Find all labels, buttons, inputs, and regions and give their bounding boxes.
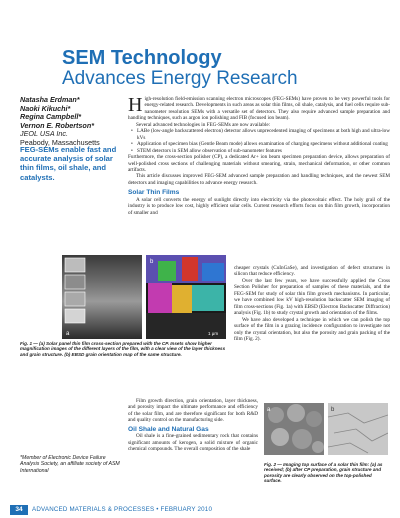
intro-paragraph: igh-resolution field-emission scanning electron microscopes (FEG-SEMs) have proven to be very powerful tools for energy-related research. Developments in such areas as solar thin films, oil shale, catalysis, and fuel cells require sub-nanometer resolution SEMs with a versatile set of detectors. They also require advanced sample preparation and handling techniques, such as argon ion polishing and FIB (focused ion beam). [128,96,390,122]
left-lower-column [128,398,258,453]
panel-label-b: b [331,407,335,413]
author-name: Regina Campbell* [20,112,82,122]
figure-2-image [264,403,388,455]
drop-cap: H [128,94,143,116]
figure-2 [264,403,388,484]
list-item: • LABe (low-angle backscattered electron) detector allows unprecedented imaging of specimens at both high and ultra-low kVs [137,128,390,141]
intro-section [128,96,390,216]
page-number: 34 [10,505,28,515]
figure-1 [62,255,226,339]
intro-paragraph: This article discusses improved FEG-SEM advanced sample preparation and handling techniques, and the newest SEM detectors and imaging capabilities to advance energy research. [128,173,390,186]
inset-image [65,275,85,289]
figure-1-image [62,255,226,339]
running-footer: ADVANCED MATERIALS & PROCESSES • FEBRUARY 2010 [32,506,213,513]
intro-paragraph: Several advanced technologies in FEG-SEMs are now available: [136,121,271,128]
author-block [20,96,118,148]
author-name: Naoki Kikuchi* [20,103,71,113]
body-paragraph: Oil shale is a fine-grained sedimentary rock that contains significant amounts of kerogen, a solid mixture of organic chemical compounds. The overall composition of the shale [128,433,258,453]
figure-2-caption: Fig. 2 — Imaging top surface of a solar thin film: (a) as received; (b) after CP preparation, grain structure and porosity are clearly observed on the top-polished surface. [264,462,383,484]
inset-image [65,292,85,306]
inset-image [65,309,85,323]
body-paragraph: Over the last few years, we have successfully applied the Cross Section Polisher for preparation of samples of these materials, and the FEG-SEM for study of solar thin film growth mechanisms. In particular, we have combined low kV high-resolution backscatter SEM imaging of film cross-sections (Fig. 1a) with EBSD (Electron Backscatter Diffraction) analysis (Fig. 1b) to study crystal growth and orientation of the films. [234,277,390,317]
figure-1-caption: Fig. 1 — (a) Solar panel thin film cross-section prepared with the CP. Insets show higher magnification images of the different layers of the film, with a clear view of the layer thickness and grain structure. (b) EBSD grain orientation map of the same structure. [20,341,226,357]
body-paragraph: Film growth direction, grain orientation, layer thickness, and porosity impact the ultimate performance and efficiency of the solar film, and are therefore significant for both R&D and quality control on the manufacturing side. [128,398,258,424]
panel-label-b: b [150,259,154,265]
panel-label-a: a [66,331,70,337]
author-name: Vernon E. Robertson* [20,120,95,130]
body-paragraph: We have also developed a technique in which we can polish the top surface of the film in a grazing incidence configuration to investigate not only the crystal orientation, but also the porosity and grain packing of the film (Fig. 2). [234,316,390,342]
solar-column [234,265,390,342]
body-paragraph: cheaper crystals (CuInGaSe), and investigation of defect structures in silicon that reduce efficiency. [234,265,390,278]
intro-paragraph: Furthermore, the cross-section polisher (CP), a dedicated Ar+ ion beam specimen preparation device, allows preparation of well-polished cross sections of challenging materials without smearing, strain, mechanical deformation, or other common artifacts. [128,154,390,173]
article-title: SEM Technology [62,47,222,69]
pull-quote: FEG-SEMs enable fast and accurate analysis of solar thin films, oil shale, and catalysts. [20,145,117,182]
author-name: Natasha Erdman* [20,95,80,104]
section-heading: Oil Shale and Natural Gas [128,425,209,433]
panel-label-a: a [267,407,271,413]
footnote: *Member of Electronic Device Failure Analysis Society, an affiliate society of ASM International [20,455,120,474]
affiliation-line: JEOL USA Inc. [20,129,68,139]
feature-list [128,128,390,154]
scale-bar-label: 1 μm [208,331,219,336]
affiliation-line: Peabody, Massachusetts [20,137,100,147]
inset-image [65,258,85,272]
section-heading: Solar Thin Films [128,189,180,197]
list-item: • STEM detectors in SEM allow observation of sub-nanometer features [137,148,390,154]
body-paragraph: A solar cell converts the energy of sunlight directly into electricity via the photovoltaic effect. The holy grail of the industry is to produce low cost, highly efficient solar cells. Current research efforts focus on thin film growth, incorporation of smaller and [128,196,390,216]
list-item: • Application of specimen bias (Gentle Beam mode) allows examination of charging specimens without additional coating [137,141,390,147]
article-subtitle: Advances Energy Research [62,68,298,89]
